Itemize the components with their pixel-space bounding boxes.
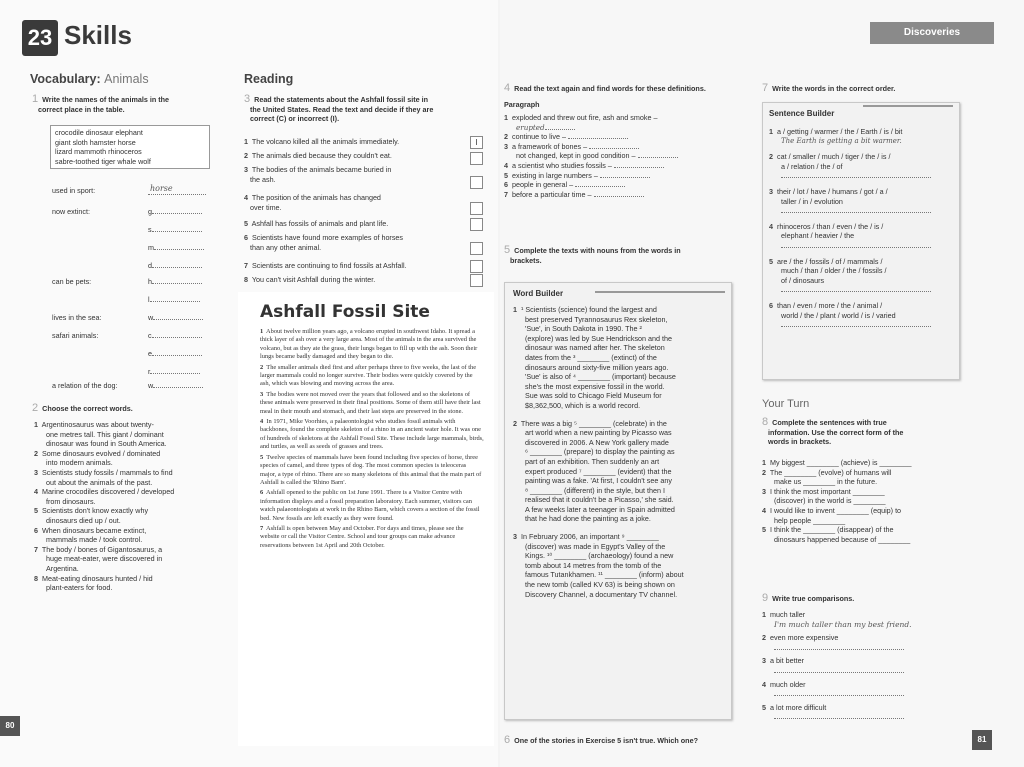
exercise-4-instruction: 4 Read the text again and find words for these definitions.: [504, 82, 706, 94]
answer-checkbox[interactable]: [470, 176, 483, 189]
left-page: [0, 0, 498, 767]
page-number: 81: [972, 730, 992, 750]
comparison-answer[interactable]: [762, 712, 962, 722]
letter-blank[interactable]: w: [148, 313, 203, 323]
definition-item[interactable]: 4 a scientist who studies fossils –: [504, 161, 754, 171]
letter-blank[interactable]: l: [148, 295, 200, 305]
vocabulary-heading: Vocabulary: Animals: [30, 72, 149, 86]
letter-blank[interactable]: m: [148, 243, 204, 253]
definition-item[interactable]: 5 existing in large numbers –: [504, 171, 754, 181]
statement: 6 Scientists have found more examples of horses than any other animal.: [244, 233, 404, 252]
exercise-8-list: 1 My biggest ________ (achieve) is ________ 2 The ________ (evolve) of humans will make us ________ in the future. 3 I think the most important ________ (discover) in the world is ________ 4 I would like to invent ________ (equip) to help people ________ 5 I think the ________ (disappear) of the dinosaurs happened because of ________: [762, 458, 962, 544]
unit-title: Skills: [64, 20, 132, 50]
sentence-answer[interactable]: [769, 320, 955, 330]
letter-blank[interactable]: r: [148, 367, 200, 377]
row-label: a relation of the dog:: [52, 381, 118, 390]
answer-checkbox[interactable]: I: [470, 136, 483, 149]
sentence-answer[interactable]: [769, 206, 955, 216]
definition-item[interactable]: 7 before a particular time –: [504, 190, 754, 200]
page-number: 80: [0, 716, 20, 736]
exercise-6-instruction: 6 One of the stories in Exercise 5 isn't true. Which one?: [504, 734, 698, 746]
article-paragraph: 5 Twelve species of mammals have been found including five species of horse, three species of camel, and three types of dog. The most common species is teleoceras major, a type of rhino. There are so many skeletons of this animal that the main part of Ashfall is called the 'Rhino Barn'.: [260, 453, 482, 486]
exercise-9-list: 1 much taller I'm much taller than my best friend. 2 even more expensive 3 a bit better 4 much older 5 a lot more difficult: [762, 610, 962, 722]
word-box-line: giant sloth hamster horse: [55, 137, 136, 147]
answer-checkbox[interactable]: [470, 218, 483, 231]
definition-item[interactable]: 6 people in general –: [504, 180, 754, 190]
article-body: [260, 328, 484, 552]
row-label: safari animals:: [52, 331, 99, 340]
section-tab: Discoveries: [870, 22, 994, 44]
definition-answer[interactable]: erupted: [504, 123, 754, 133]
exercise-8-instruction: 8 Complete the sentences with true information. Use the correct form of the words in brackets.: [762, 416, 904, 447]
article-paragraph: 6 Ashfall opened to the public on 1st June 1991. There is a Visitor Centre with information displays and a fossil preparation laboratory. Each summer, visitors can watch palaeontologists at work in the Rhino Barn, which covers a section of the fossil bed. New fossils are left exactly as they were found.: [260, 489, 480, 522]
exercise-5-instruction: 5 Complete the texts with nouns from the words in brackets.: [504, 244, 681, 265]
exercise-9-title: 9 Write true comparisons.: [762, 592, 855, 604]
row-label: now extinct:: [52, 207, 90, 216]
article-paragraph: 3 The bodies were not moved over the years that followed and so the skeletons of these animals were preserved in their final positions. Some of them still have their last meal in their mouth and stomach, and their last steps are preserved in the stone.: [260, 390, 481, 415]
exercise-4-subheading: Paragraph: [504, 100, 540, 109]
sentence-answer[interactable]: [769, 285, 955, 295]
row-label: lives in the sea:: [52, 313, 102, 322]
letter-blank[interactable]: s: [148, 225, 202, 235]
word-box-line: sabre-toothed tiger whale wolf: [55, 156, 151, 166]
answer-checkbox[interactable]: [470, 202, 483, 215]
exercise-7-instruction: 7 Write the words in the correct order.: [762, 82, 896, 94]
row-label: used in sport:: [52, 186, 96, 195]
unit-number-badge: 23: [22, 20, 58, 56]
definition-list: [504, 113, 754, 199]
article-paragraph: 1 About twelve million years ago, a volcano erupted in southwest Idaho. It spread a thick layer of ash over a very large area. Most of the animals in the area survived the volcano, but as they ate the grass, their lungs began to fill up with the ash. Soon their lungs became badly damaged and they began to die.: [260, 328, 478, 361]
word-box-line: crocodile dinosaur elephant: [55, 128, 143, 137]
sentence-item[interactable]: 2 The ________ (evolve) of humans will: [762, 467, 892, 477]
letter-blank[interactable]: d: [148, 261, 202, 271]
your-turn-heading: Your Turn: [762, 398, 810, 410]
statement: 1 The volcano killed all the animals immediately.: [244, 137, 400, 146]
article-paragraph: 2 The smaller animals died first and after perhaps three to five weeks, the last of the larger mammals could no longer survive. Their bodies were quickly covered by the ash, which was blowing and moving across the area.: [260, 363, 477, 388]
article-title: Ashfall Fossil Site: [260, 302, 430, 322]
sentence-builder-box: [762, 102, 960, 380]
statement: 7 Scientists are continuing to find fossils at Ashfall.: [244, 261, 407, 270]
sentence-item[interactable]: 5 I think the ________ (disappear) of the: [762, 525, 894, 535]
word-builder-text: 1 ¹ Scientists (science) found the largest and best preserved Tyrannosaurus Rex skeleton, 'Sue', in South Dakota in 1990. The ² (explore) was led by Sue Hendrickson and the dinosaur was named after her. The skeleton dates from the ³ ________ (extinct) of the dinosaurs around sixty-five million years ago. 'Sue' is also of ⁴ ________ (important) because she's the most expensive fossil in the world. Sue was sold to Chicago Field Museum for $8,362,500, which is a world record. 2 There was a big ⁵ ________ (celebrate) in the art world when a new painting by Picasso was discovered in 2006. A New York gallery made ⁶ ________ (prepare) to display the painting as part of an exhibition. Then suddenly an art expert produced ⁷ ________ (evident) that the painting was a fake. 'At first, I couldn't see any ⁸ ________ (different) in the style, but then I realised that it couldn't be a Picasso,' she said. A few weeks later a teenager in Spain admitted that he had done the painting as a joke. 3 In February 2006, an important ⁹ ________ (discover) was made in Egypt's Valley of the Kings. ¹⁰ ________ (archaeology) found a new tomb about 14 metres from the tomb of the famous Tutankhamen. ¹¹ ________ (inform) about the new tomb (called KV 63) is being shown on Discovery Channel, a documentary TV channel.: [513, 305, 684, 599]
statement: 4 The position of the animals has changed over time.: [244, 193, 381, 212]
word-builder-box: [504, 282, 732, 720]
sentence-item[interactable]: 4 I would like to invent ________ (equip) to: [762, 505, 902, 515]
answer-checkbox[interactable]: [470, 242, 483, 255]
definition-item[interactable]: 2 continue to live –: [504, 132, 754, 142]
row-answer: horse: [150, 184, 173, 193]
statement: 5 Ashfall has fossils of animals and plant life.: [244, 219, 389, 228]
word-box-line: lizard mammoth rhinoceros: [55, 147, 142, 157]
sentence-answer[interactable]: [769, 241, 955, 251]
letter-blank[interactable]: h: [148, 277, 202, 287]
comparison-answer[interactable]: I'm much taller than my best friend.: [774, 619, 912, 629]
sentence-builder-title: Sentence Builder: [769, 109, 835, 118]
right-page: [500, 0, 1024, 767]
letter-blank[interactable]: c: [148, 331, 202, 341]
comparison-answer[interactable]: [762, 689, 962, 699]
letter-blank[interactable]: w: [148, 381, 203, 391]
letter-blank[interactable]: e: [148, 349, 202, 359]
statement: 2 The animals died because they couldn't eat.: [244, 151, 392, 160]
statement: 8 You can't visit Ashfall during the winter.: [244, 275, 376, 284]
exercise-2-list: 1 Argentinosaurus was about twenty- one metres tall. This giant / dominant dinosaur was found in South America. 2 Some dinosaurs evolved / dominated into modern animals. 3 Scientists study fossils / mammals to find out about the animals of the past. 4 Marine crocodiles discovered / developed from dinosaurs. 5 Scientists don't know exactly why dinosaurs died up / out. 6 When dinosaurs became extinct, mammals made / took control. 7 The body / bones of Gigantosaurus, a huge meat-eater, were discovered in Argentina. 8 Meat-eating dinosaurs hunted / hid plant-eaters for food.: [34, 420, 175, 593]
article-paragraph: 4 In 1971, Mike Voorhies, a palaeontologist who studies fossil animals with backbones, found the complete skeleton of a rhino in an ancient water hole. It was one of hundreds of skeletons at the Ashfall Fossil Site. These include large mammals, birds, and turtles, as well as seeds of grasses and trees.: [260, 418, 484, 451]
definition-item[interactable]: not changed, kept in good condition –: [504, 151, 754, 161]
animal-word-box: [50, 125, 210, 169]
answer-checkbox[interactable]: [470, 152, 483, 165]
article-paragraph: 7 Ashfall is open between May and October. For days and times, please see the website or call the Visitor Centre. School and tour groups can make advance reservations between 1st April and 20th October.: [260, 524, 464, 549]
sentence-answer[interactable]: [769, 171, 955, 181]
answer-checkbox[interactable]: [470, 274, 483, 287]
answer-line[interactable]: [148, 194, 206, 195]
sentence-builder-list: 1 a / getting / warmer / the / Earth / is / bit The Earth is getting a bit warmer. 2 cat / smaller / much / tiger / the / is / a / relation / the / of 3 their / lot / have / humans / got / a / taller / in / evolution 4 rhinoceros / than / even / the / is / elephant / heavier / the 5 are / the / fossils / of / mammals / much / than / older / the / fossils / of / dinosaurs 6 than / even / more / the / animal / world / the / plant / world / is / varied: [769, 127, 955, 330]
comparison-answer[interactable]: [762, 643, 962, 653]
word-builder-title: Word Builder: [513, 289, 564, 298]
exercise-2-title: 2 Choose the correct words.: [32, 402, 133, 414]
answer-checkbox[interactable]: [470, 260, 483, 273]
sentence-item[interactable]: 1 My biggest ________ (achieve) is ________: [762, 458, 912, 467]
decorative-stripe: [863, 105, 953, 107]
exercise-1-instruction: 1 Write the names of the animals in the correct place in the table.: [32, 93, 169, 114]
definition-item[interactable]: 3 a framework of bones –: [504, 142, 754, 152]
definition-item: 1 exploded and threw out fire, ash and smoke –: [504, 113, 658, 122]
exercise-3-instruction: 3 Read the statements about the Ashfall fossil site in the United States. Read the text and decide if they are correct (C) or incorrect (I).: [244, 93, 434, 124]
statement: 3 The bodies of the animals became buried in the ash.: [244, 165, 392, 184]
reading-heading: Reading: [244, 72, 294, 86]
letter-blank[interactable]: g: [148, 207, 202, 217]
comparison-answer[interactable]: [762, 666, 962, 676]
decorative-stripe: [595, 291, 725, 293]
sentence-item[interactable]: 3 I think the most important ________: [762, 486, 885, 496]
sentence-answer[interactable]: The Earth is getting a bit warmer.: [781, 136, 902, 145]
row-label: can be pets:: [52, 277, 92, 286]
